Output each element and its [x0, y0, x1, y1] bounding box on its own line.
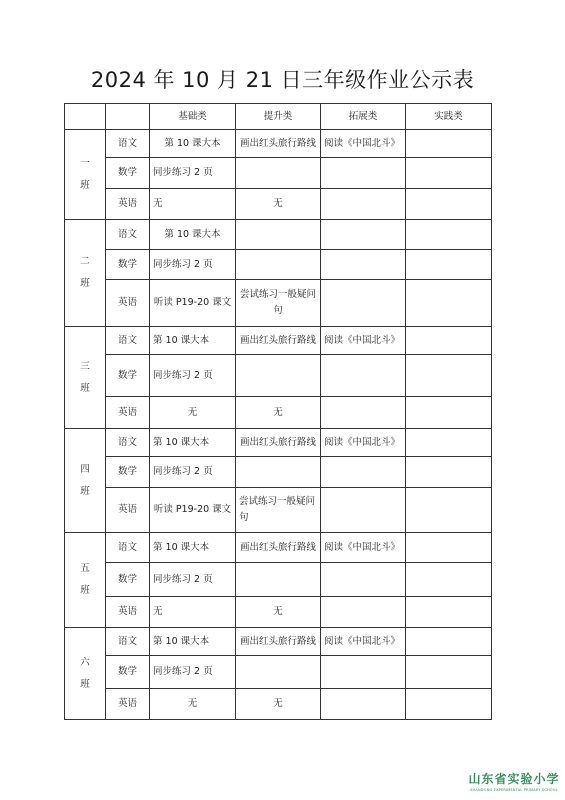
extended-cell [321, 656, 406, 689]
basic-cell: 无 [150, 689, 236, 720]
practice-cell [406, 563, 492, 597]
extended-cell [321, 189, 406, 220]
table-row [65, 220, 492, 250]
table-row [65, 130, 492, 158]
table-row [65, 597, 492, 628]
table-row [65, 327, 492, 355]
subject-cell: 语文 [106, 429, 150, 457]
advanced-cell [236, 250, 321, 280]
advanced-cell: 画出红头旅行路线 [236, 327, 321, 355]
subject-cell: 语文 [106, 533, 150, 563]
table-row [65, 457, 492, 488]
class-name-char: 班 [80, 678, 90, 690]
class-name-char: 班 [80, 485, 90, 497]
basic-cell: 同步练习 2 页 [150, 158, 236, 189]
practice-cell [406, 533, 492, 563]
practice-cell [406, 158, 492, 189]
basic-cell: 同步练习 2 页 [150, 355, 236, 397]
subject-cell: 数学 [106, 563, 150, 597]
subject-cell: 数学 [106, 355, 150, 397]
basic-cell: 第 10 课大本 [150, 429, 236, 457]
practice-cell [406, 457, 492, 488]
extended-cell [321, 220, 406, 250]
table-row [65, 656, 492, 689]
basic-cell: 听读 P19-20 课文 [150, 280, 236, 327]
advanced-cell: 画出红头旅行路线 [236, 429, 321, 457]
header-cell-empty-subject [106, 104, 150, 130]
header-cell-empty-class [65, 104, 106, 130]
table-row [65, 189, 492, 220]
advanced-cell: 画出红头旅行路线 [236, 533, 321, 563]
basic-cell: 听读 P19-20 课文 [150, 488, 236, 533]
subject-cell: 语文 [106, 628, 150, 656]
practice-cell [406, 355, 492, 397]
basic-cell: 同步练习 2 页 [150, 656, 236, 689]
practice-cell [406, 280, 492, 327]
advanced-cell [236, 158, 321, 189]
class-name-cell [65, 533, 106, 628]
practice-cell [406, 656, 492, 689]
advanced-cell: 无 [236, 689, 321, 720]
advanced-cell: 尝试练习一般疑问句 [236, 488, 321, 533]
practice-cell [406, 689, 492, 720]
class-name-cell [65, 327, 106, 429]
basic-cell: 第 10 课大本 [150, 533, 236, 563]
practice-cell [406, 220, 492, 250]
extended-cell: 阅读《中国北斗》 [321, 327, 406, 355]
class-name-char: 五 [80, 563, 90, 574]
subject-cell: 英语 [106, 488, 150, 533]
subject-cell: 英语 [106, 280, 150, 327]
subject-cell: 英语 [106, 189, 150, 220]
extended-cell [321, 457, 406, 488]
practice-cell [406, 628, 492, 656]
practice-cell [406, 189, 492, 220]
class-name-char: 二 [80, 256, 90, 267]
extended-cell [321, 158, 406, 189]
subject-cell: 数学 [106, 457, 150, 488]
basic-cell: 第 10 课大本 [150, 130, 236, 158]
class-name-cell [65, 130, 106, 220]
class-name-char: 六 [80, 656, 90, 668]
class-name-char: 四 [80, 463, 90, 475]
extended-cell [321, 397, 406, 429]
advanced-cell: 无 [236, 189, 321, 220]
page-title: 2024 年 10 月 21 日三年级作业公示表 [90, 68, 475, 92]
school-logo-text: 山东省实验小学 [468, 772, 560, 786]
subject-cell: 语文 [106, 327, 150, 355]
school-logo-subtitle: SHANDONG EXPERIMENTAL PRIMARY SCHOOL [470, 788, 558, 792]
advanced-cell: 无 [236, 397, 321, 429]
subject-cell: 语文 [106, 220, 150, 250]
class-name-char: 班 [80, 585, 90, 596]
class-name-char: 班 [80, 179, 90, 191]
extended-cell [321, 563, 406, 597]
basic-cell: 无 [150, 189, 236, 220]
header-row [65, 104, 492, 130]
table-row [65, 280, 492, 327]
practice-cell [406, 327, 492, 355]
class-name-char: 一 [80, 157, 90, 169]
advanced-cell [236, 355, 321, 397]
extended-cell: 阅读《中国北斗》 [321, 130, 406, 158]
header-cell-practice: 实践类 [406, 104, 492, 130]
subject-cell: 数学 [106, 250, 150, 280]
practice-cell [406, 250, 492, 280]
subject-cell: 数学 [106, 158, 150, 189]
advanced-cell [236, 220, 321, 250]
header-cell-extended: 拓展类 [321, 104, 406, 130]
subject-cell: 英语 [106, 597, 150, 628]
basic-cell: 同步练习 2 页 [150, 563, 236, 597]
class-name-cell [65, 628, 106, 720]
basic-cell: 第 10 课大本 [150, 327, 236, 355]
basic-cell: 同步练习 2 页 [150, 457, 236, 488]
practice-cell [406, 488, 492, 533]
advanced-cell [236, 563, 321, 597]
table-row [65, 628, 492, 656]
table-row [65, 397, 492, 429]
extended-cell [321, 355, 406, 397]
class-name-char: 班 [80, 278, 90, 289]
basic-cell: 无 [150, 397, 236, 429]
basic-cell: 同步练习 2 页 [150, 250, 236, 280]
advanced-cell [236, 457, 321, 488]
homework-table [64, 103, 492, 720]
table-row [65, 689, 492, 720]
table-row [65, 250, 492, 280]
advanced-cell: 画出红头旅行路线 [236, 130, 321, 158]
header-cell-advanced: 提升类 [236, 104, 321, 130]
basic-cell: 第 10 课大本 [150, 628, 236, 656]
extended-cell: 阅读《中国北斗》 [321, 628, 406, 656]
subject-cell: 英语 [106, 689, 150, 720]
practice-cell [406, 597, 492, 628]
class-name-char: 三 [80, 360, 90, 372]
table-row [65, 429, 492, 457]
table-row [65, 355, 492, 397]
extended-cell [321, 597, 406, 628]
practice-cell [406, 397, 492, 429]
extended-cell: 阅读《中国北斗》 [321, 429, 406, 457]
advanced-cell [236, 656, 321, 689]
extended-cell [321, 250, 406, 280]
practice-cell [406, 429, 492, 457]
advanced-cell: 画出红头旅行路线 [236, 628, 321, 656]
basic-cell: 无 [150, 597, 236, 628]
class-name-char: 班 [80, 382, 90, 394]
header-cell-basic: 基础类 [150, 104, 236, 130]
practice-cell [406, 130, 492, 158]
extended-cell [321, 488, 406, 533]
advanced-cell: 无 [236, 597, 321, 628]
extended-cell [321, 280, 406, 327]
subject-cell: 英语 [106, 397, 150, 429]
class-name-cell [65, 429, 106, 533]
table-row [65, 158, 492, 189]
class-name-cell [65, 220, 106, 327]
advanced-cell: 尝试练习一般疑问句 [236, 280, 321, 327]
school-logo [466, 770, 562, 792]
subject-cell: 语文 [106, 130, 150, 158]
extended-cell [321, 689, 406, 720]
table-row [65, 533, 492, 563]
extended-cell: 阅读《中国北斗》 [321, 533, 406, 563]
basic-cell: 第 10 课大本 [150, 220, 236, 250]
table-row [65, 488, 492, 533]
subject-cell: 数学 [106, 656, 150, 689]
table-row [65, 563, 492, 597]
